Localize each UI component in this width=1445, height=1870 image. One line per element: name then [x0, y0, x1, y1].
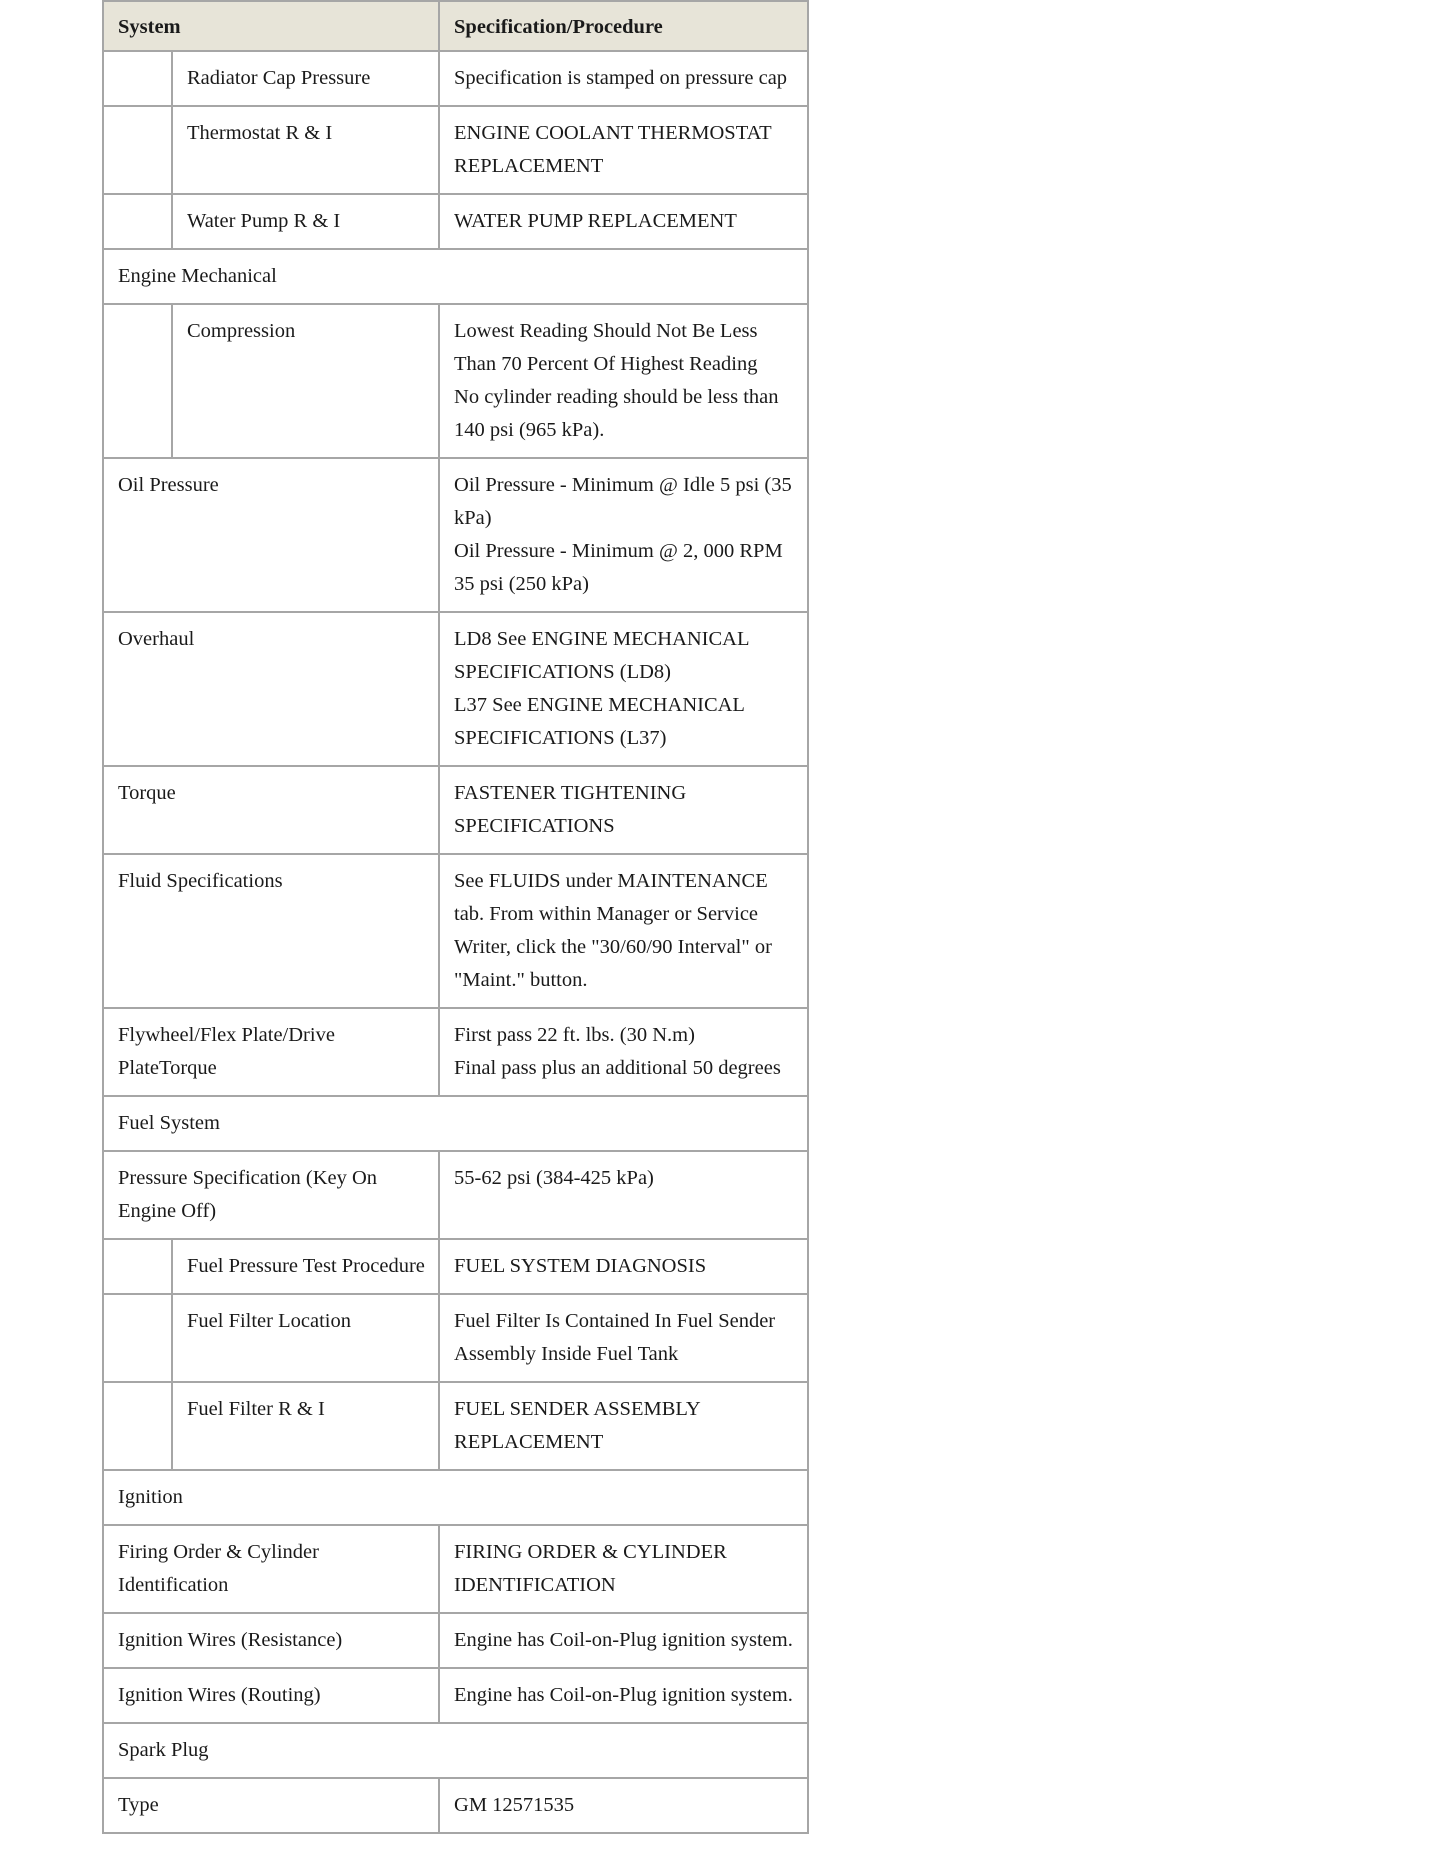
row-spec: FUEL SYSTEM DIAGNOSIS	[439, 1239, 808, 1294]
row-name: Ignition Wires (Resistance)	[103, 1613, 439, 1668]
table-row	[103, 1525, 808, 1613]
section-row	[103, 1723, 808, 1778]
table-row	[103, 304, 808, 458]
specifications-table	[102, 0, 809, 1834]
row-spec: ENGINE COOLANT THERMOSTAT REPLACEMENT	[439, 106, 808, 194]
row-name: Fuel Pressure Test Procedure	[172, 1239, 439, 1294]
row-spec: WATER PUMP REPLACEMENT	[439, 194, 808, 249]
spec-line: Lowest Reading Should Not Be Less Than 70 Percent Of Highest Reading	[454, 320, 758, 375]
table-row	[103, 1294, 808, 1382]
table-row	[103, 1008, 808, 1096]
row-name: Ignition Wires (Routing)	[103, 1668, 439, 1723]
table-row	[103, 1151, 808, 1239]
row-spec: Engine has Coil-on-Plug ignition system.	[439, 1668, 808, 1723]
column-header-system: System	[103, 1, 439, 51]
row-spec: FIRING ORDER & CYLINDER IDENTIFICATION	[439, 1525, 808, 1613]
spec-line: Oil Pressure - Minimum @ 2, 000 RPM 35 psi (250 kPa)	[454, 540, 783, 595]
row-spec	[439, 304, 808, 458]
row-name: Torque	[103, 766, 439, 854]
section-heading: Engine Mechanical	[103, 249, 808, 304]
table-row	[103, 766, 808, 854]
row-name: Flywheel/Flex Plate/Drive PlateTorque	[103, 1008, 439, 1096]
row-name: Type	[103, 1778, 439, 1833]
row-name: Compression	[172, 304, 439, 458]
table-row	[103, 1668, 808, 1723]
indent-cell	[103, 1239, 172, 1294]
spec-line: Oil Pressure - Minimum @ Idle 5 psi (35 kPa)	[454, 474, 792, 529]
row-spec	[439, 612, 808, 766]
table-row	[103, 106, 808, 194]
spec-line: First pass 22 ft. lbs. (30 N.m)	[454, 1024, 695, 1046]
spec-line: No cylinder reading should be less than 140 psi (965 kPa).	[454, 386, 779, 441]
table-row	[103, 458, 808, 612]
row-spec	[439, 1008, 808, 1096]
indent-cell	[103, 51, 172, 106]
row-spec: Fuel Filter Is Contained In Fuel Sender Assembly Inside Fuel Tank	[439, 1294, 808, 1382]
row-spec: Specification is stamped on pressure cap	[439, 51, 808, 106]
row-spec: FUEL SENDER ASSEMBLY REPLACEMENT	[439, 1382, 808, 1470]
table-row	[103, 1239, 808, 1294]
row-spec: GM 12571535	[439, 1778, 808, 1833]
section-row	[103, 249, 808, 304]
spec-line: L37 See ENGINE MECHANICAL SPECIFICATIONS (L37)	[454, 694, 745, 749]
row-name: Fuel Filter R & I	[172, 1382, 439, 1470]
row-spec: See FLUIDS under MAINTENANCE tab. From within Manager or Service Writer, click the "30/60/90 Interval" or "Maint." button.	[439, 854, 808, 1008]
section-heading: Spark Plug	[103, 1723, 808, 1778]
table-row	[103, 51, 808, 106]
row-name: Pressure Specification (Key On Engine Off)	[103, 1151, 439, 1239]
section-row	[103, 1470, 808, 1525]
row-name: Fluid Specifications	[103, 854, 439, 1008]
table-row	[103, 1613, 808, 1668]
row-name: Radiator Cap Pressure	[172, 51, 439, 106]
row-name: Overhaul	[103, 612, 439, 766]
spec-line: Final pass plus an additional 50 degrees	[454, 1057, 781, 1079]
table-row	[103, 1382, 808, 1470]
spec-line: LD8 See ENGINE MECHANICAL SPECIFICATIONS (LD8)	[454, 628, 749, 683]
indent-cell	[103, 106, 172, 194]
section-heading: Ignition	[103, 1470, 808, 1525]
table-row	[103, 854, 808, 1008]
indent-cell	[103, 1382, 172, 1470]
column-header-spec: Specification/Procedure	[439, 1, 808, 51]
indent-cell	[103, 304, 172, 458]
indent-cell	[103, 194, 172, 249]
table-row	[103, 1778, 808, 1833]
indent-cell	[103, 1294, 172, 1382]
row-spec: FASTENER TIGHTENING SPECIFICATIONS	[439, 766, 808, 854]
table-header-row	[103, 1, 808, 51]
table-row	[103, 194, 808, 249]
row-spec	[439, 458, 808, 612]
section-heading: Fuel System	[103, 1096, 808, 1151]
row-name: Water Pump R & I	[172, 194, 439, 249]
table-row	[103, 612, 808, 766]
row-name: Oil Pressure	[103, 458, 439, 612]
row-name: Fuel Filter Location	[172, 1294, 439, 1382]
row-name: Thermostat R & I	[172, 106, 439, 194]
row-spec: Engine has Coil-on-Plug ignition system.	[439, 1613, 808, 1668]
row-name: Firing Order & Cylinder Identification	[103, 1525, 439, 1613]
row-spec: 55-62 psi (384-425 kPa)	[439, 1151, 808, 1239]
section-row	[103, 1096, 808, 1151]
